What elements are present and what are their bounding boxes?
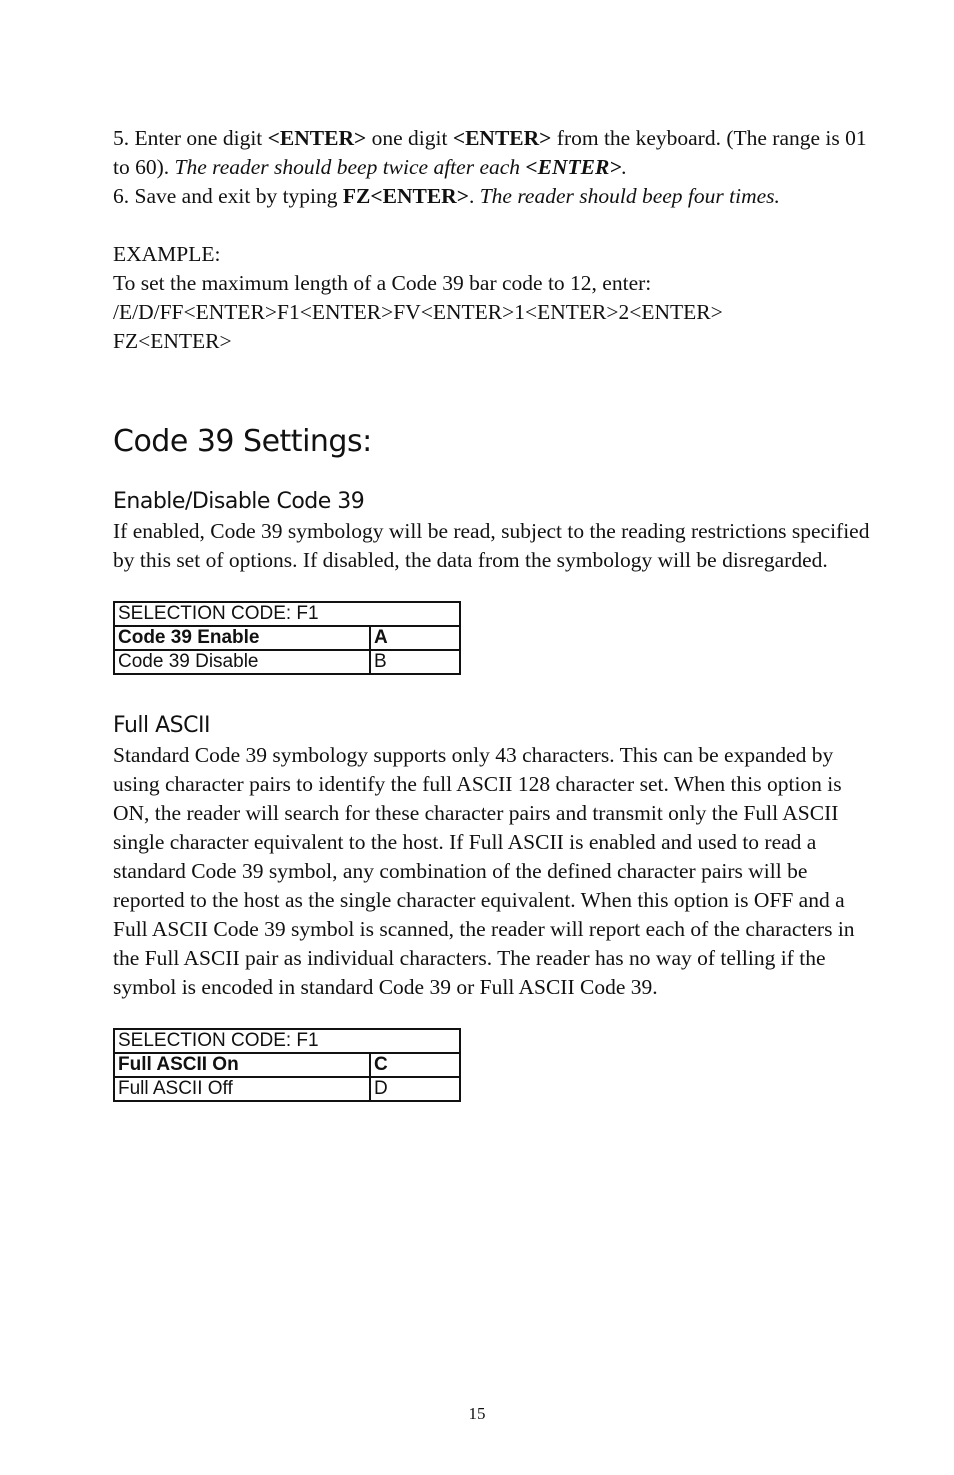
option-label: Full ASCII On (114, 1053, 370, 1077)
table-row (114, 1077, 460, 1101)
table-header: SELECTION CODE: F1 (114, 602, 460, 626)
enable-disable-description: If enabled, Code 39 symbology will be read, subject to the reading restrictions specified by this set of options. If disabled, the data from the symbology will be disregarded. (113, 519, 870, 572)
step5-italic-end: . (621, 155, 627, 179)
table-header: SELECTION CODE: F1 (114, 1029, 460, 1053)
option-code: B (370, 650, 460, 674)
step6-text-b: . (468, 184, 480, 208)
full-ascii-table (113, 1028, 461, 1102)
step5-text-b: one digit (366, 126, 453, 150)
step-5-text (113, 124, 873, 182)
example-label: EXAMPLE: (113, 242, 221, 266)
step6-command: FZ<ENTER> (342, 184, 469, 208)
option-code: A (370, 626, 460, 650)
page-content (113, 124, 873, 1102)
step5-italic-note: The reader should beep twice after each (174, 155, 526, 179)
option-label: Code 39 Disable (114, 650, 370, 674)
option-code: C (370, 1053, 460, 1077)
option-label: Full ASCII Off (114, 1077, 370, 1101)
table-row (114, 626, 460, 650)
option-code: D (370, 1077, 460, 1101)
example-line-3: FZ<ENTER> (113, 329, 232, 353)
step5-italic-enter: <ENTER> (525, 155, 622, 179)
table-row (114, 650, 460, 674)
step5-text-a: 5. Enter one digit (113, 126, 268, 150)
enable-disable-title: Enable/Disable Code 39 (113, 489, 365, 514)
enable-disable-table (113, 601, 461, 675)
step6-text-a: 6. Save and exit by typing (113, 184, 343, 208)
step-6-text (113, 182, 873, 211)
step6-italic-note: The reader should beep four times. (479, 184, 780, 208)
example-line-1: To set the maximum length of a Code 39 bar code to 12, enter: (113, 271, 652, 295)
example-line-2: /E/D/FF<ENTER>F1<ENTER>FV<ENTER>1<ENTER>2<ENTER> (113, 300, 723, 324)
table-row (114, 1053, 460, 1077)
page-number: 15 (468, 1404, 486, 1423)
full-ascii-description: Standard Code 39 symbology supports only 43 characters. This can be expanded by using character pairs to identify the full ASCII 128 character set. When this option is ON, the reader will search for these character pairs and transmit only the Full ASCII single character equivalent to the host. If Full ASCII is enabled and used to read a standard Code 39 symbol, any combination of the defined character pairs will be reported to the host as the single character equivalent. When this option is OFF and a Full ASCII Code 39 symbol is scanned, the reader will report each of the characters in the Full ASCII pair as individual characters. The reader has no way of telling if the symbol is encoded in standard Code 39 or Full ASCII Code 39. (113, 743, 855, 999)
step5-enter-2: <ENTER> (452, 126, 552, 150)
section-title: Code 39 Settings: (113, 424, 372, 459)
full-ascii-title: Full ASCII (113, 713, 210, 738)
step5-enter-1: <ENTER> (267, 126, 367, 150)
option-label: Code 39 Enable (114, 626, 370, 650)
step5-text-c: from the keyboard. (The range is 01 to 60). (113, 126, 867, 179)
